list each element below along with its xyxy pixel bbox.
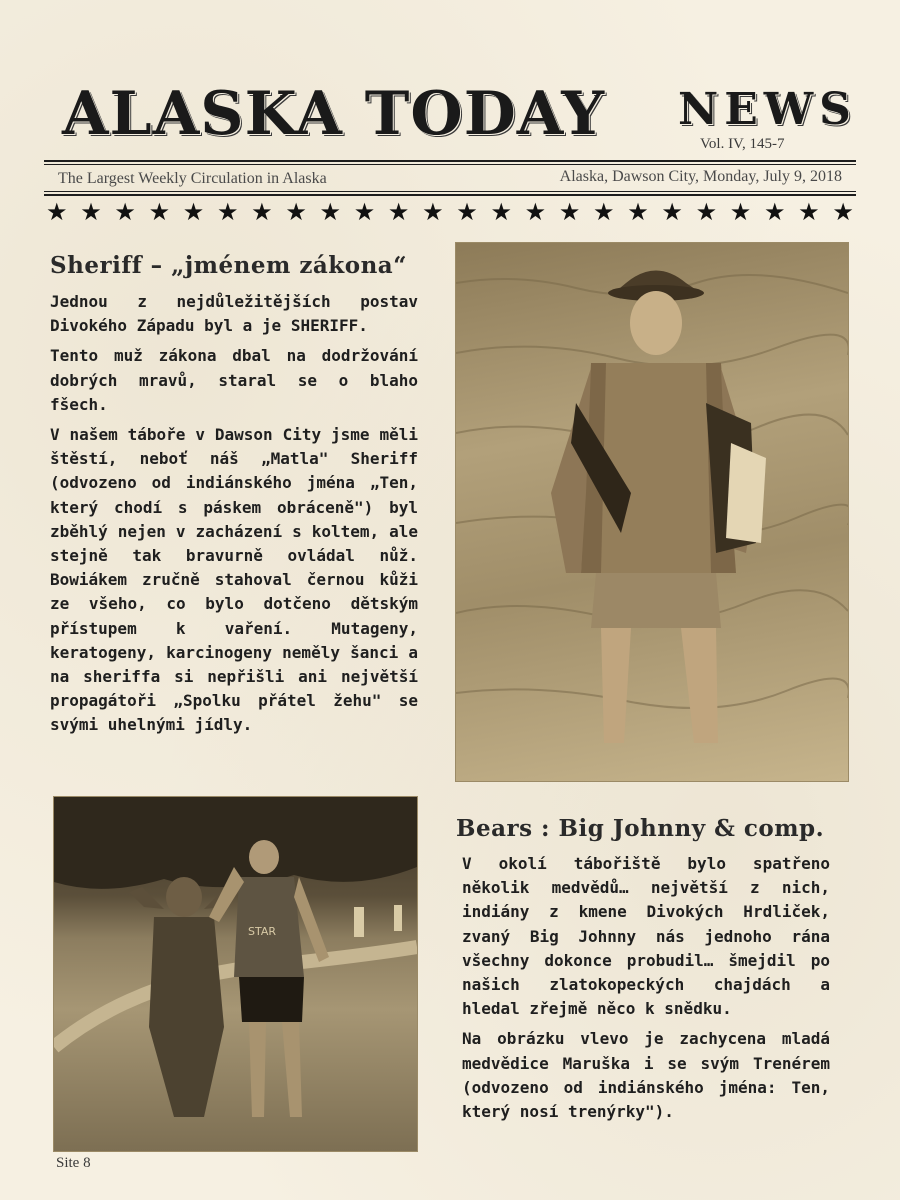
star-icon: ★ xyxy=(729,198,752,226)
sheriff-photo-illustration xyxy=(456,243,848,781)
star-icon: ★ xyxy=(593,198,615,226)
header-rule-top xyxy=(44,160,856,162)
star-icon: ★ xyxy=(285,198,307,226)
masthead-news: NEWS xyxy=(678,84,857,135)
bears-paragraph-2: Na obrázku vlevo je zachycena mladá medvědice Maruška i se svým Trenérem (odvozeno od indiánského jména: Ten, který nosí trenýrky"). xyxy=(462,1029,830,1122)
star-icon: ★ xyxy=(456,198,478,226)
page-number: Site 8 xyxy=(56,1155,91,1171)
star-icon: ★ xyxy=(216,198,239,226)
bears-photo-illustration xyxy=(54,797,417,1151)
sheriff-headline: Sheriff – „jménem zákona“ xyxy=(50,252,407,279)
star-icon: ★ xyxy=(661,198,683,226)
header-rule-bottom xyxy=(44,194,856,196)
star-icon: ★ xyxy=(80,198,102,226)
sheriff-paragraph-1: Jednou z nejdůležitějších postav Divokého Západu byl a je SHERIFF. xyxy=(50,292,418,336)
star-icon: ★ xyxy=(387,198,410,226)
tagline: The Largest Weekly Circulation in Alaska xyxy=(58,170,327,187)
star-icon: ★ xyxy=(524,198,547,226)
star-icon: ★ xyxy=(422,198,444,226)
star-icon: ★ xyxy=(353,198,376,226)
star-icon: ★ xyxy=(490,198,512,226)
masthead-title: ALASKA TODAY xyxy=(62,79,606,149)
bears-photo xyxy=(53,796,418,1152)
star-divider xyxy=(46,200,854,224)
star-icon: ★ xyxy=(148,198,171,226)
star-icon: ★ xyxy=(798,198,820,226)
bears-paragraph-1: V okolí tábořiště bylo spatřeno několik medvědů… největší z nich, indiány z kmene Divokých Hrdliček, zvaný Big Johnny nás jednoho rána všechny dokonce probudil… šmejdil po našich zlatokopeckých chajdách a hledal zřejmě něco k snědku. xyxy=(462,854,830,1019)
volume-label: Vol. IV, 145-7 xyxy=(700,136,785,152)
star-icon: ★ xyxy=(182,198,205,226)
dateline: Alaska, Dawson City, Monday, July 9, 2018 xyxy=(559,168,842,185)
bears-shirt-text: STAR xyxy=(247,925,277,938)
sheriff-photo xyxy=(455,242,849,782)
star-icon: ★ xyxy=(251,198,273,226)
star-icon: ★ xyxy=(558,198,581,226)
header-rule-top-thin xyxy=(44,164,856,165)
star-icon: ★ xyxy=(627,198,649,226)
star-icon: ★ xyxy=(46,198,68,226)
bears-headline: Bears : Big Johnny & comp. xyxy=(456,815,825,842)
sheriff-paragraph-3: V našem táboře v Dawson City jsme měli štěstí, neboť náš „Matla" Sheriff (odvozeno od indiánského jména „Ten, který chodí s páskem obráceně") byl zběhlý nejen v zacházení s koltem, ale stejně tak bravurně ovládal nůž. Bowiákem zručně stahoval černou kůži ze všeho, co bylo dotčeno dětským přístupem k vaření. Mutageny, keratogeny, karcinogeny neměly šanci a na sheriffa si nepřišli ani největší propagátoři „Spolku přátel žehu" se svými uhelnými jídly. xyxy=(50,425,418,735)
star-icon: ★ xyxy=(114,198,136,226)
star-icon: ★ xyxy=(319,198,342,226)
bears-article xyxy=(462,852,830,1130)
sheriff-paragraph-2: Tento muž zákona dbal na dodržování dobrých mravů, staral se o blaho fšech. xyxy=(50,346,418,414)
sheriff-article xyxy=(50,290,418,744)
star-icon: ★ xyxy=(763,198,786,226)
star-icon: ★ xyxy=(832,198,854,226)
header-rule-bottom-thin xyxy=(44,191,856,192)
star-icon: ★ xyxy=(695,198,718,226)
